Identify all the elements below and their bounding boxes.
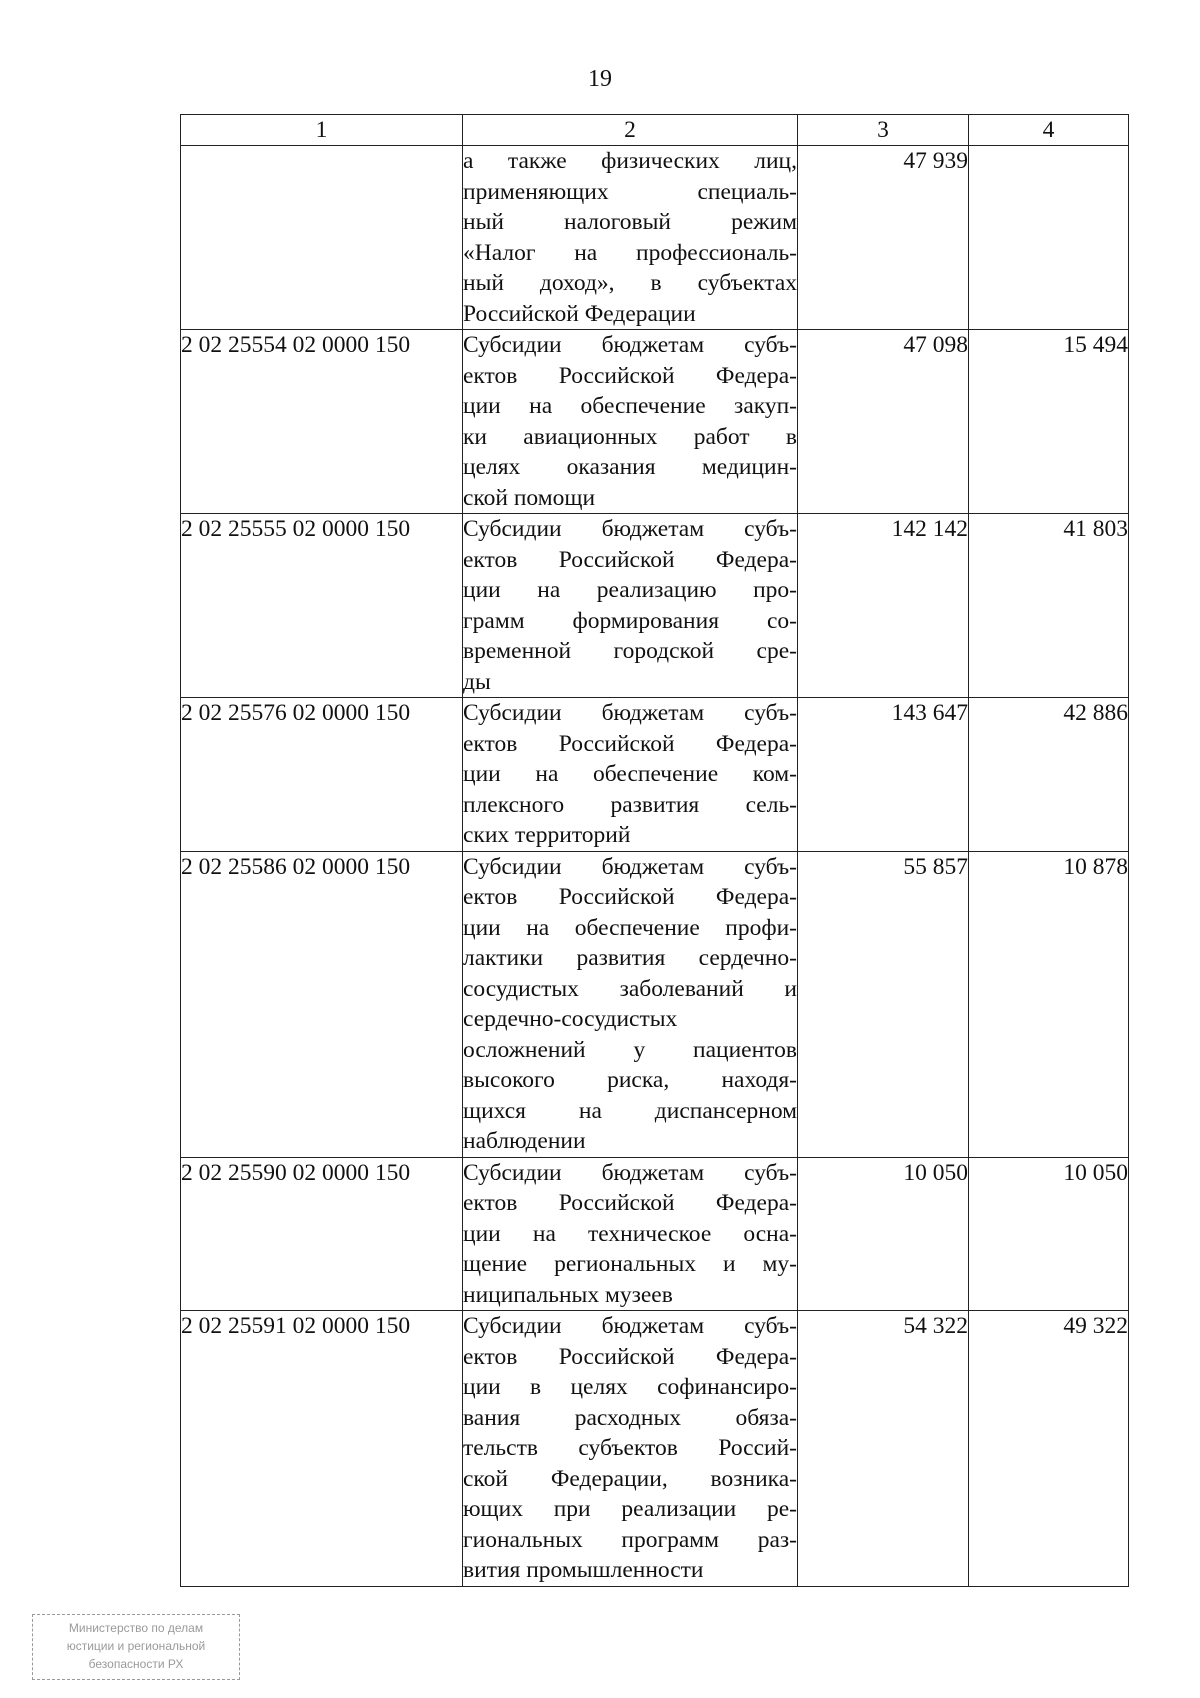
description-line: ниципальных музеев [463,1281,673,1308]
description-line: ный налоговый режим [463,209,797,235]
description-line: сердечно-сосудистых [463,1006,678,1032]
description-line: ции на обеспечение ком- [463,761,797,787]
description-line: ющих при реализации ре- [463,1496,797,1522]
description-line: ции на обеспечение закуп- [463,393,797,419]
table-row [181,851,1129,1157]
budget-table [180,114,1129,1587]
description-line: лактики развития сердечно- [463,945,797,971]
description-line: ции в целях софинансиро- [463,1374,797,1400]
income-code-cell [181,146,463,330]
amount-col4-cell: 42 886 [969,698,1129,852]
table-row [181,146,1129,330]
table-body [181,146,1129,1587]
amount-col3-cell: 10 050 [798,1157,969,1311]
description-line: ектов Российской Федера- [463,730,797,757]
table-row [181,514,1129,698]
income-description-cell [463,1157,798,1311]
description-line: вания расходных обяза- [463,1404,797,1431]
description-line: целях оказания медицин- [463,454,797,480]
table-row [181,330,1129,514]
income-description-cell [463,851,798,1157]
description-line: ции на обеспечение профи- [463,914,797,941]
description-line: высокого риска, находя- [463,1067,797,1093]
description-line: Субсидии бюджетам субъ- [463,700,797,726]
income-code-cell: 2 02 25554 02 0000 150 [181,330,463,514]
description-line: «Налог на профессиональ- [463,239,797,266]
amount-col3-cell: 55 857 [798,851,969,1157]
income-code-cell: 2 02 25590 02 0000 150 [181,1157,463,1311]
description-line: ских территорий [463,822,631,848]
column-header-4: 4 [969,115,1129,146]
description-line: ской помощи [463,484,596,511]
description-line: тельств субъектов Россий- [463,1435,797,1461]
table-row [181,1311,1129,1587]
amount-col4-cell: 41 803 [969,514,1129,698]
description-line: а также физических лиц, [463,148,797,174]
table-header-row [181,115,1129,146]
income-code-cell: 2 02 25586 02 0000 150 [181,851,463,1157]
amount-col4-cell: 49 322 [969,1311,1129,1587]
description-line: Субсидии бюджетам субъ- [463,853,797,880]
income-description-cell [463,146,798,330]
description-line: ектов Российской Федера- [463,362,797,389]
stamp-line: Министерство по делам [68,1621,204,1635]
description-line: ектов Российской Федера- [463,1343,797,1370]
description-line: плексного развития сель- [463,791,797,818]
description-line: Субсидии бюджетам субъ- [463,516,797,542]
income-code-cell: 2 02 25591 02 0000 150 [181,1311,463,1587]
income-code-cell: 2 02 25555 02 0000 150 [181,514,463,698]
page-number: 19 [588,66,612,92]
description-line: временной городской сре- [463,638,797,664]
column-header-1: 1 [181,115,463,146]
stamp-line: юстиции и региональной [66,1639,206,1653]
description-line: грамм формирования со- [463,607,797,634]
description-line: Российской Федерации [463,300,696,327]
amount-col3-cell: 47 939 [798,146,969,330]
description-line: ции на реализацию про- [463,577,797,603]
ministry-stamp [32,1614,240,1680]
description-line: ектов Российской Федера- [463,546,797,573]
amount-col4-cell: 15 494 [969,330,1129,514]
description-line: осложнений у пациентов [463,1036,797,1063]
description-line: ектов Российской Федера- [463,884,797,910]
stamp-line: безопасности РХ [88,1657,184,1671]
amount-col4-cell: 10 050 [969,1157,1129,1311]
amount-col3-cell: 142 142 [798,514,969,698]
column-header-3: 3 [798,115,969,146]
description-line: ской Федерации, возника- [463,1465,797,1492]
description-line: гиональных программ раз- [463,1526,797,1553]
income-description-cell [463,330,798,514]
description-line: Субсидии бюджетам субъ- [463,1313,797,1339]
description-line: применяющих специаль- [463,178,797,205]
description-line: ции на техническое осна- [463,1220,797,1247]
description-line: сосудистых заболеваний и [463,975,797,1002]
amount-col4-cell [969,146,1129,330]
description-line: Субсидии бюджетам субъ- [463,332,797,358]
description-line: ный доход», в субъектах [463,270,797,296]
income-description-cell [463,1311,798,1587]
description-line: щение региональных и му- [463,1251,797,1277]
column-header-2: 2 [463,115,798,146]
table-row [181,698,1129,852]
description-line: щихся на диспансерном [463,1097,797,1124]
amount-col3-cell: 54 322 [798,1311,969,1587]
description-line: ды [463,668,491,695]
description-line: ектов Российской Федера- [463,1190,797,1216]
income-code-cell: 2 02 25576 02 0000 150 [181,698,463,852]
amount-col3-cell: 143 647 [798,698,969,852]
amount-col4-cell: 10 878 [969,851,1129,1157]
amount-col3-cell: 47 098 [798,330,969,514]
income-description-cell [463,698,798,852]
description-line: ки авиационных работ в [463,423,797,450]
description-line: Субсидии бюджетам субъ- [463,1159,797,1186]
description-line: вития промышленности [463,1557,704,1583]
table-row [181,1157,1129,1311]
description-line: наблюдении [463,1128,586,1154]
income-description-cell [463,514,798,698]
